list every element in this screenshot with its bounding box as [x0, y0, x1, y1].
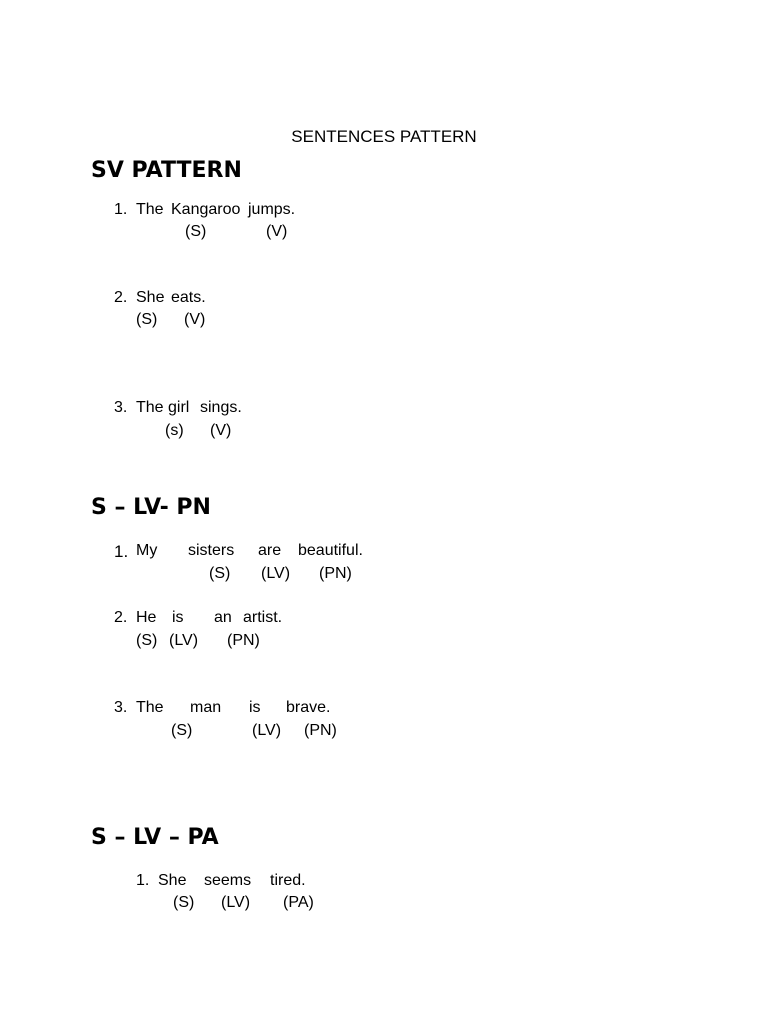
subject-label: (S) [136, 632, 158, 649]
sentence-word: tired. [270, 872, 306, 889]
sentence-word: girl [168, 399, 190, 416]
item-number: 1. [136, 872, 150, 889]
predicate-noun-label: (PN) [319, 565, 352, 582]
sentence-word: artist. [243, 609, 283, 626]
linking-verb-label: (LV) [252, 722, 282, 739]
sentence-word: He [136, 609, 157, 626]
subject-label: (S) [209, 565, 231, 582]
linking-verb-label: (LV) [221, 894, 251, 911]
sentence-word: jumps. [248, 201, 296, 218]
sentence-word: beautiful. [298, 542, 363, 559]
linking-verb-label: (LV) [169, 632, 199, 649]
subject-label: (s) [165, 422, 184, 439]
item-number: 3. [114, 699, 128, 716]
document-title: SENTENCES PATTERN [291, 127, 477, 146]
sentence-word: man [190, 699, 222, 716]
item-number: 1. [114, 201, 128, 218]
subject-label: (S) [185, 223, 207, 240]
sentence-word: She [136, 289, 165, 306]
sentence-word: sings. [200, 399, 242, 416]
sentence-word: brave. [286, 699, 331, 716]
sentence-word: The [136, 399, 164, 416]
sentence-word: The [136, 201, 164, 218]
sentence-word: She [158, 872, 187, 889]
item-number: 2. [114, 289, 128, 306]
sentence-word: sisters [188, 542, 235, 559]
predicate-noun-label: (PN) [227, 632, 260, 649]
subject-label: (S) [173, 894, 195, 911]
section-heading-s-lv-pn: S – LV- PN [91, 495, 211, 520]
section-heading-s-lv-pa: S – LV – PA [91, 825, 219, 850]
sentence-word: are [258, 542, 282, 559]
sentence-word: an [214, 609, 232, 626]
sentence-word: is [172, 609, 184, 626]
predicate-adjective-label: (PA) [283, 894, 314, 911]
linking-verb-label: (LV) [261, 565, 291, 582]
sentence-word: My [136, 542, 158, 559]
sentence-word: eats. [171, 289, 206, 306]
verb-label: (V) [184, 311, 206, 328]
sentence-word: Kangaroo [171, 201, 241, 218]
sentence-word: The [136, 699, 164, 716]
verb-label: (V) [210, 422, 232, 439]
sentence-word: seems [204, 872, 252, 889]
section-heading-sv: SV PATTERN [91, 158, 242, 183]
verb-label: (V) [266, 223, 288, 240]
predicate-noun-label: (PN) [304, 722, 337, 739]
sentence-word: is [249, 699, 261, 716]
item-number: 2. [114, 609, 128, 626]
item-number: 1. [114, 542, 129, 561]
item-number: 3. [114, 399, 128, 416]
subject-label: (S) [136, 311, 158, 328]
subject-label: (S) [171, 722, 193, 739]
